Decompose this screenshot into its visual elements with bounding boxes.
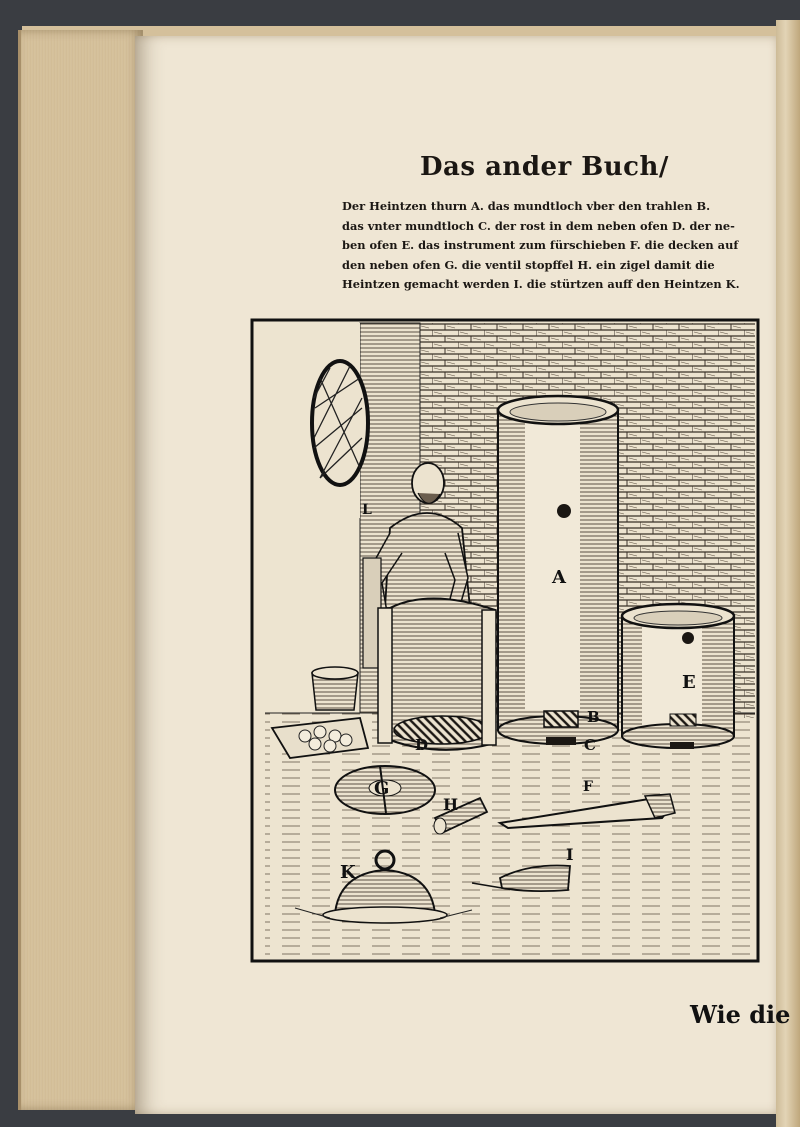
caption-line: den neben ofen G. die ventil stopffel H. ein zigel damit die (342, 257, 715, 272)
caption-line: ben ofen E. das instrument zum fürschieben F. die decken auf (342, 238, 739, 252)
label-E: E (682, 672, 696, 693)
page-title: Das ander Buch/ (420, 152, 669, 182)
label-F: F (583, 779, 593, 795)
catchword: Wie die (690, 1000, 791, 1029)
label-C: C (584, 736, 596, 754)
facing-page-edge (776, 20, 800, 1127)
caption-line: Heintzen gemacht werden I. die stürtzen auff den Heintzen K. (342, 277, 740, 291)
caption-line: Der Heintzen thurn A. das mundtloch vber den trahlen B. (342, 199, 711, 213)
label-I: I (566, 845, 574, 864)
label-K: K (340, 862, 356, 883)
open-furnace-D (378, 598, 496, 749)
figure-caption (342, 197, 740, 295)
caption-line: das vnter mundtloch C. der rost in dem neben ofen D. der ne- (342, 218, 735, 233)
label-G: G (374, 778, 390, 799)
label-L: L (362, 502, 372, 518)
label-B: B (587, 708, 600, 726)
side-furnace-E (622, 604, 734, 749)
label-D: D (415, 736, 429, 754)
page-edges (18, 30, 143, 1110)
bucket (312, 667, 358, 710)
label-A: A (552, 567, 566, 588)
woodcut-illustration (250, 318, 760, 963)
label-H: H (443, 795, 459, 814)
